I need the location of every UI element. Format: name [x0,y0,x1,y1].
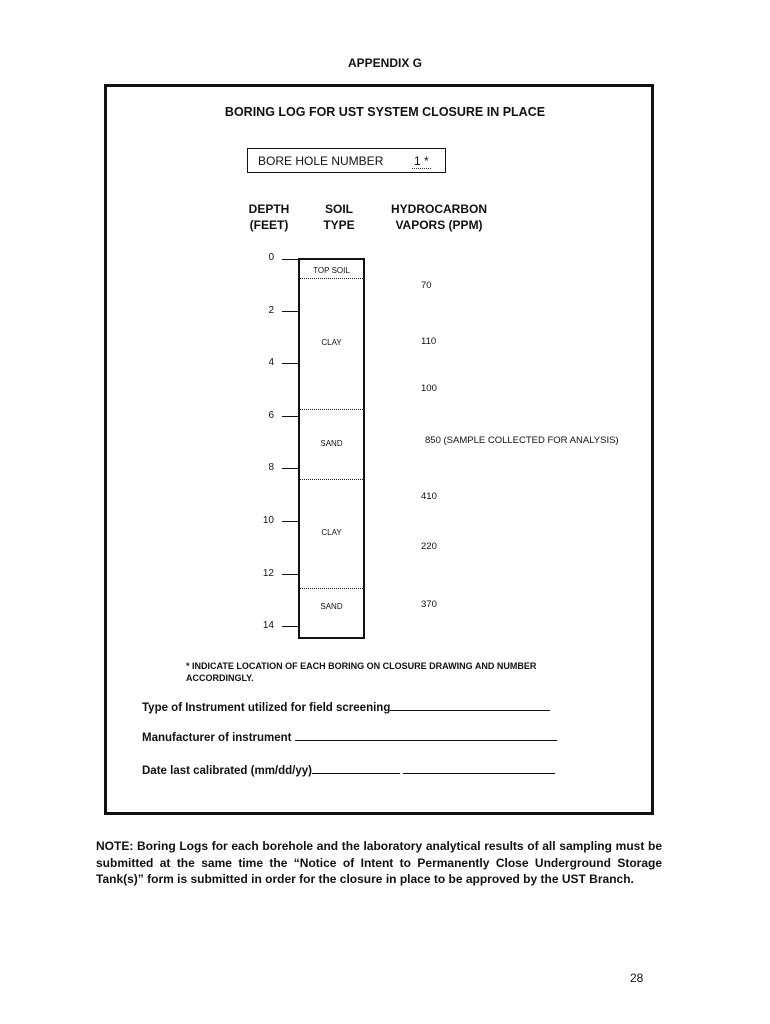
instrument-type-field[interactable] [142,699,550,714]
vapors-header-line1: HYDROCARBON [391,202,487,216]
vapor-reading: 370 [421,598,437,610]
soil-header-line2: TYPE [323,218,355,232]
instrument-type-blank[interactable] [390,699,550,711]
depth-tick-mark [282,311,298,312]
depth-tick-mark [282,574,298,575]
bore-hole-label: BORE HOLE NUMBER [258,154,384,168]
depth-tick-label: 4 [268,357,274,369]
boring-location-footnote: * INDICATE LOCATION OF EACH BORING ON CLOSURE DRAWING AND NUMBER ACCORDINGLY. [186,661,537,683]
depth-tick-label: 8 [268,462,274,474]
soil-column [298,258,365,639]
soil-layer-label: CLAY [321,528,342,538]
vapors-header-line2: VAPORS (PPM) [395,218,483,232]
soil-header-line1: SOIL [324,202,353,216]
depth-tick-mark [282,259,298,260]
depth-tick-mark [282,626,298,627]
depth-tick-mark [282,521,298,522]
soil-layer-boundary [300,479,363,480]
soil-layer-boundary [300,409,363,410]
date-calibrated-field[interactable] [142,762,555,777]
depth-header-line2: (FEET) [249,218,289,232]
appendix-heading: APPENDIX G [347,56,422,70]
depth-tick-mark [282,363,298,364]
date-calibrated-label: Date last calibrated (mm/dd/yy) [142,765,312,777]
vapors-column-header [378,201,500,233]
bore-hole-number: 1 * [414,154,429,168]
depth-tick-mark [282,468,298,469]
depth-tick-label: 12 [262,567,274,579]
soil-layer-boundary [300,588,363,589]
vapor-reading: 220 [421,540,437,552]
date-calibrated-blank-2[interactable] [403,762,555,774]
soil-layer-label: TOP SOIL [313,266,350,275]
vapor-reading: 850 (SAMPLE COLLECTED FOR ANALYSIS) [425,435,619,447]
depth-header-line1: DEPTH [248,202,290,216]
vapor-reading: 110 [421,335,437,347]
depth-column-header [238,201,300,233]
vapor-reading: 100 [421,382,437,394]
vapor-reading: 70 [421,280,432,292]
soil-layer-boundary [300,278,363,279]
manufacturer-label: Manufacturer of instrument [142,732,292,744]
page-number: 28 [630,971,644,985]
manufacturer-field[interactable] [142,729,557,744]
date-calibrated-blank-1[interactable] [312,762,400,774]
instrument-type-label: Type of Instrument utilized for field screening [142,702,391,714]
depth-tick-label: 2 [268,304,274,316]
vapor-reading: 410 [421,490,437,502]
soil-layer-label: SAND [320,439,343,449]
form-title: BORING LOG FOR UST SYSTEM CLOSURE IN PLACE [224,105,546,119]
depth-tick-label: 6 [268,409,274,421]
soil-layer-label: CLAY [321,338,342,348]
submission-note: NOTE: Boring Logs for each borehole and the laboratory analytical results of all sampling must be submitted at the same time the “Notice of Intent to Permanently Close Underground Storage Tank(s)” form is submitted in order for the closure in place to be approved by the UST Branch. [96,839,662,886]
depth-tick-label: 14 [262,620,274,632]
manufacturer-blank[interactable] [295,729,557,741]
depth-tick-label: 0 [268,252,274,263]
depth-tick-label: 10 [262,515,274,526]
depth-tick-mark [282,416,298,417]
bore-hole-number-box [247,148,446,173]
soil-layer-label: SAND [320,602,343,612]
soil-column-header [310,201,368,233]
